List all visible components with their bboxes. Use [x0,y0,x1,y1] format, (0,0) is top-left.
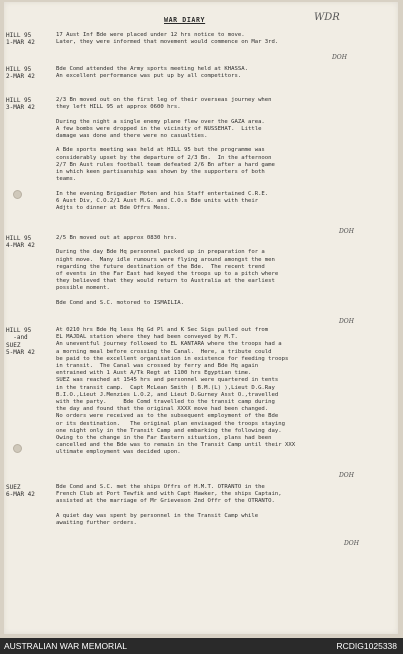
record-id: RCDIG1025338 [336,641,397,651]
handwritten-initials: DOH [344,540,359,547]
archive-footer [0,638,403,654]
entry-place-date: SUEZ 6-MAR 42 [6,484,35,499]
entry-text: 2/5 Bn moved out at approx 0830 hrs. During the day Bde Hq personnel packed up in preparation for a night move. Many idle rumours were flying around amongst the men regarding the future destination of the Bde. The recent trend of events in the Far East had keyed the troops up to a pitch where they believed that they would return to Australia at the earliest possible moment. Bde Comd and S.C. motored to ISMAILIA. [56,235,279,306]
handwritten-initials: DOH [332,54,347,61]
entry-text: 2/3 Bn moved out on the first leg of their overseas journey when they left HILL 95 at approx 0600 hrs. During the night a single enemy plane flew over the GAZA area. A few bombs were dropped in the vicinity of NUSSEHAT. Little damage was done and there were no casualties. A Bde sports meeting was held at HILL 95 but the programme was considerably upset by the departure of 2/3 Bn. In the afternoon 2/7 Bn Aust rules football team defeated 2/6 Bn after a hard game in which keen partisanship was shown by the supporters of both teams. In the evening Brigadier Moten and his Staff entertained C.R.E. 6 Aust Div, C.O.2/1 Aust M.G. and C.O.s Bde units with their Adjts to dinner at Bde Offrs Mess. [56,97,275,212]
entry-place-date: HILL 95 3-MAR 42 [6,97,35,112]
handwritten-initials: DOH [339,318,354,325]
page-title: WAR DIARY [164,16,206,24]
entry-text: Bde Comd and S.C. met the ships Offrs of H.M.T. OTRANTO in the French Club at Port Tewfik and with Capt Hawker, the ships Captain, assisted at the marriage of Mr Grieveson 2nd Offr of the OTRANTO. A quiet day was spent by personnel in the Transit Camp while awaiting further orders. [56,484,282,527]
entry-text: 17 Aust Inf Bde were placed under 12 hrs notice to move. Later, they were informed that movement would commence on Mar 3rd. [56,32,279,46]
punch-hole [13,444,22,453]
entry-text: At 0210 hrs Bde Hq less Hq Gd Pl and K Sec Sigs pulled out from EL MAJDAL station where they had been conveyed by M.T. An uneventful journey followed to EL KANTARA where the troops had a a morning meal before crossing the Canal. Here, a tribute could be paid to the excellent organisation in existence for feeding troops in transit. The Canal was crossed by ferry and Bde Hq again entrained with 1 Aust A/Tk Regt at 1100 hrs Egyptian time. SUEZ was reached at 1545 hrs and personnel were quartered in tents in the transit camp. Capt McLean Smith ( B.M.(L) ),Lieut D.G.Ray B.I.O.,Lieut J.Menzies L.O.2, and Lieut D.Gurney Asst O.,travelled with the party. Bde Comd travelled to the transit camp during the day and found that the original XXXX move had been changed. No orders were received as to the subsequent employment of the Bde or its destination. The original plan envisaged the troops staying one night only in the Transit Camp and embarking the following day. Owing to the change in the Far Eastern situation, plans had been cancelled and the Bde was to remain in the Transit Camp until their XXX ultimate employment was decided upon. [56,327,296,456]
reference-stamp: WDR [314,12,340,23]
archive-name: AUSTRALIAN WAR MEMORIAL [4,641,127,651]
punch-hole [13,190,22,199]
entry-place-date: HILL 95 -and SUEZ 5-MAR 42 [6,327,35,356]
entry-place-date: HILL 95 4-MAR 42 [6,235,35,250]
handwritten-initials: DOH [339,228,354,235]
entry-text: Bde Comd attended the Army sports meeting held at KHASSA. An excellent performance was put up by all competitors. [56,66,248,80]
handwritten-initials: DOH [339,472,354,479]
entry-place-date: HILL 95 1-MAR 42 [6,32,35,47]
entry-place-date: HILL 95 2-MAR 42 [6,66,35,81]
diary-page [4,2,398,634]
